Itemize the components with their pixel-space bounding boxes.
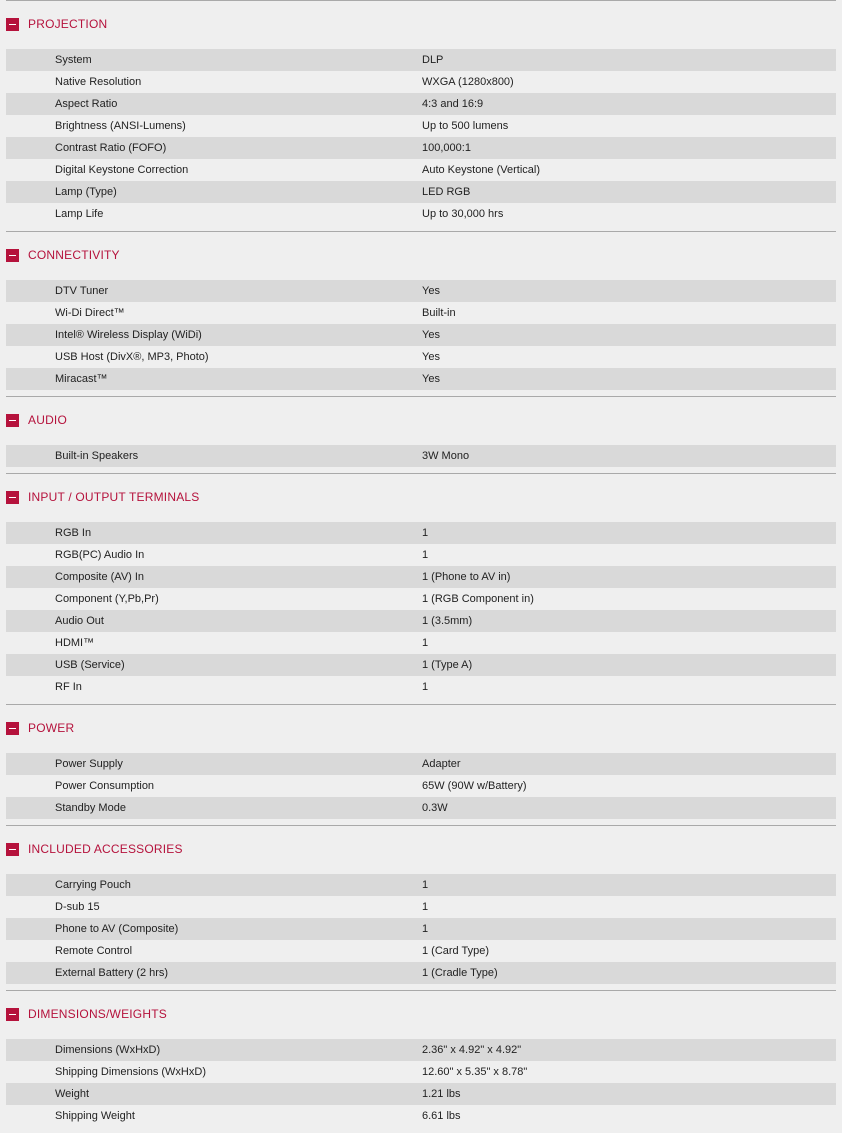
- spec-row: [6, 962, 836, 984]
- collapse-minus-icon[interactable]: [6, 249, 19, 262]
- spec-value: Yes: [422, 285, 440, 297]
- spec-label: Power Consumption: [55, 780, 155, 792]
- spec-row: [6, 918, 836, 940]
- spec-label: USB Host (DivX®, MP3, Photo): [55, 351, 209, 363]
- spec-row: [6, 181, 836, 203]
- spec-row: [6, 93, 836, 115]
- spec-label: Component (Y,Pb,Pr): [55, 593, 159, 605]
- spec-value: 100,000:1: [422, 142, 471, 154]
- spec-table: [6, 1039, 836, 1127]
- spec-value: 1: [422, 901, 429, 913]
- spec-row: [6, 346, 836, 368]
- spec-value: 1: [422, 923, 429, 935]
- spec-label: D-sub 15: [55, 901, 100, 913]
- spec-value: 1.21 lbs: [422, 1088, 461, 1100]
- spec-value: Yes: [422, 329, 440, 341]
- spec-table: [6, 280, 836, 390]
- spec-value: 6.61 lbs: [422, 1110, 461, 1122]
- spec-label: Shipping Dimensions (WxHxD): [55, 1066, 206, 1078]
- spec-row: [6, 544, 836, 566]
- spec-section: [0, 396, 842, 467]
- spec-row: [6, 896, 836, 918]
- collapse-minus-icon[interactable]: [6, 491, 19, 504]
- spec-row: [6, 1083, 836, 1105]
- spec-table: [6, 874, 836, 984]
- spec-value: 1 (3.5mm): [422, 615, 473, 627]
- spec-row: [6, 445, 836, 467]
- spec-row: [6, 1039, 836, 1061]
- spec-label: RF In: [55, 681, 82, 693]
- spec-section: [0, 990, 842, 1127]
- section-title: INPUT / OUTPUT TERMINALS: [28, 490, 200, 504]
- spec-row: [6, 797, 836, 819]
- spec-section: [0, 231, 842, 390]
- spec-value: 2.36" x 4.92" x 4.92": [422, 1044, 522, 1056]
- spec-label: Contrast Ratio (FOFO): [55, 142, 167, 154]
- spec-label: Phone to AV (Composite): [55, 923, 179, 935]
- spec-label: System: [55, 54, 92, 66]
- spec-row: [6, 1061, 836, 1083]
- collapse-minus-icon[interactable]: [6, 18, 19, 31]
- spec-row: [6, 588, 836, 610]
- spec-value: 1: [422, 527, 429, 539]
- spec-value: Yes: [422, 373, 440, 385]
- section-title: INCLUDED ACCESSORIES: [28, 842, 183, 856]
- collapse-minus-icon[interactable]: [6, 843, 19, 856]
- spec-row: [6, 610, 836, 632]
- collapse-minus-icon[interactable]: [6, 414, 19, 427]
- spec-value: Up to 30,000 hrs: [422, 208, 504, 220]
- spec-label: Audio Out: [55, 615, 104, 627]
- spec-label: Lamp Life: [55, 208, 104, 220]
- spec-label: RGB In: [55, 527, 92, 539]
- spec-value: 1 (Type A): [422, 659, 473, 671]
- spec-row: [6, 115, 836, 137]
- spec-value: 1 (Phone to AV in): [422, 571, 511, 583]
- spec-value: 65W (90W w/Battery): [422, 780, 527, 792]
- spec-row: [6, 368, 836, 390]
- spec-label: Digital Keystone Correction: [55, 164, 189, 176]
- spec-row: [6, 280, 836, 302]
- spec-label: Composite (AV) In: [55, 571, 145, 583]
- spec-label: Miracast™: [55, 373, 108, 385]
- spec-section: [0, 704, 842, 819]
- collapse-minus-icon[interactable]: [6, 722, 19, 735]
- spec-section: [0, 825, 842, 984]
- section-title: PROJECTION: [28, 17, 108, 31]
- section-title: AUDIO: [28, 413, 68, 427]
- spec-label: HDMI™: [55, 637, 95, 649]
- spec-value: 1: [422, 879, 429, 891]
- spec-table: [6, 753, 836, 819]
- spec-label: USB (Service): [55, 659, 125, 671]
- spec-section: [0, 473, 842, 698]
- spec-label: DTV Tuner: [55, 285, 109, 297]
- spec-label: Dimensions (WxHxD): [55, 1044, 161, 1056]
- spec-value: Built-in: [422, 307, 456, 319]
- spec-value: Up to 500 lumens: [422, 120, 509, 132]
- spec-label: Aspect Ratio: [55, 98, 118, 110]
- spec-value: 3W Mono: [422, 450, 470, 462]
- section-header[interactable]: [6, 231, 836, 280]
- spec-label: Standby Mode: [55, 802, 126, 814]
- spec-value: 1 (Card Type): [422, 945, 490, 957]
- spec-value: Yes: [422, 351, 440, 363]
- spec-row: [6, 566, 836, 588]
- spec-row: [6, 676, 836, 698]
- spec-row: [6, 874, 836, 896]
- spec-table: [6, 49, 836, 225]
- section-header[interactable]: [6, 990, 836, 1039]
- spec-value: 12.60" x 5.35" x 8.78": [422, 1066, 528, 1078]
- spec-row: [6, 775, 836, 797]
- section-title: POWER: [28, 721, 75, 735]
- spec-value: 1 (Cradle Type): [422, 967, 498, 979]
- spec-value: DLP: [422, 54, 444, 66]
- spec-value: 1: [422, 637, 429, 649]
- section-header[interactable]: [6, 396, 836, 445]
- section-title: CONNECTIVITY: [28, 248, 120, 262]
- spec-row: [6, 71, 836, 93]
- spec-label: Weight: [55, 1088, 90, 1100]
- spec-label: Brightness (ANSI-Lumens): [55, 120, 186, 132]
- spec-row: [6, 632, 836, 654]
- section-header[interactable]: [6, 0, 836, 49]
- spec-row: [6, 324, 836, 346]
- section-header[interactable]: [6, 704, 836, 753]
- section-title: DIMENSIONS/WEIGHTS: [28, 1007, 167, 1021]
- section-header[interactable]: [6, 473, 836, 522]
- spec-value: 1: [422, 549, 429, 561]
- spec-row: [6, 522, 836, 544]
- spec-label: Built-in Speakers: [55, 450, 139, 462]
- spec-label: Power Supply: [55, 758, 123, 770]
- spec-value: Adapter: [422, 758, 461, 770]
- spec-row: [6, 137, 836, 159]
- spec-row: [6, 654, 836, 676]
- spec-value: WXGA (1280x800): [422, 76, 514, 88]
- spec-row: [6, 1105, 836, 1127]
- spec-table: [6, 522, 836, 698]
- spec-table: [6, 445, 836, 467]
- spec-label: Native Resolution: [55, 76, 142, 88]
- spec-row: [6, 159, 836, 181]
- section-header[interactable]: [6, 825, 836, 874]
- spec-label: External Battery (2 hrs): [55, 967, 169, 979]
- spec-label: Intel® Wireless Display (WiDi): [55, 329, 202, 341]
- spec-value: 1: [422, 681, 429, 693]
- spec-label: Wi-Di Direct™: [55, 307, 125, 319]
- spec-row: [6, 940, 836, 962]
- collapse-minus-icon[interactable]: [6, 1008, 19, 1021]
- spec-row: [6, 302, 836, 324]
- spec-value: LED RGB: [422, 186, 471, 198]
- spec-value: 0.3W: [422, 802, 448, 814]
- spec-label: Lamp (Type): [55, 186, 117, 198]
- spec-label: Carrying Pouch: [55, 879, 131, 891]
- spec-row: [6, 753, 836, 775]
- spec-value: Auto Keystone (Vertical): [422, 164, 541, 176]
- spec-label: RGB(PC) Audio In: [55, 549, 145, 561]
- spec-value: 1 (RGB Component in): [422, 593, 534, 605]
- spec-section: [0, 0, 842, 225]
- spec-row: [6, 49, 836, 71]
- spec-label: Remote Control: [55, 945, 133, 957]
- spec-label: Shipping Weight: [55, 1110, 135, 1122]
- spec-value: 4:3 and 16:9: [422, 98, 484, 110]
- spec-row: [6, 203, 836, 225]
